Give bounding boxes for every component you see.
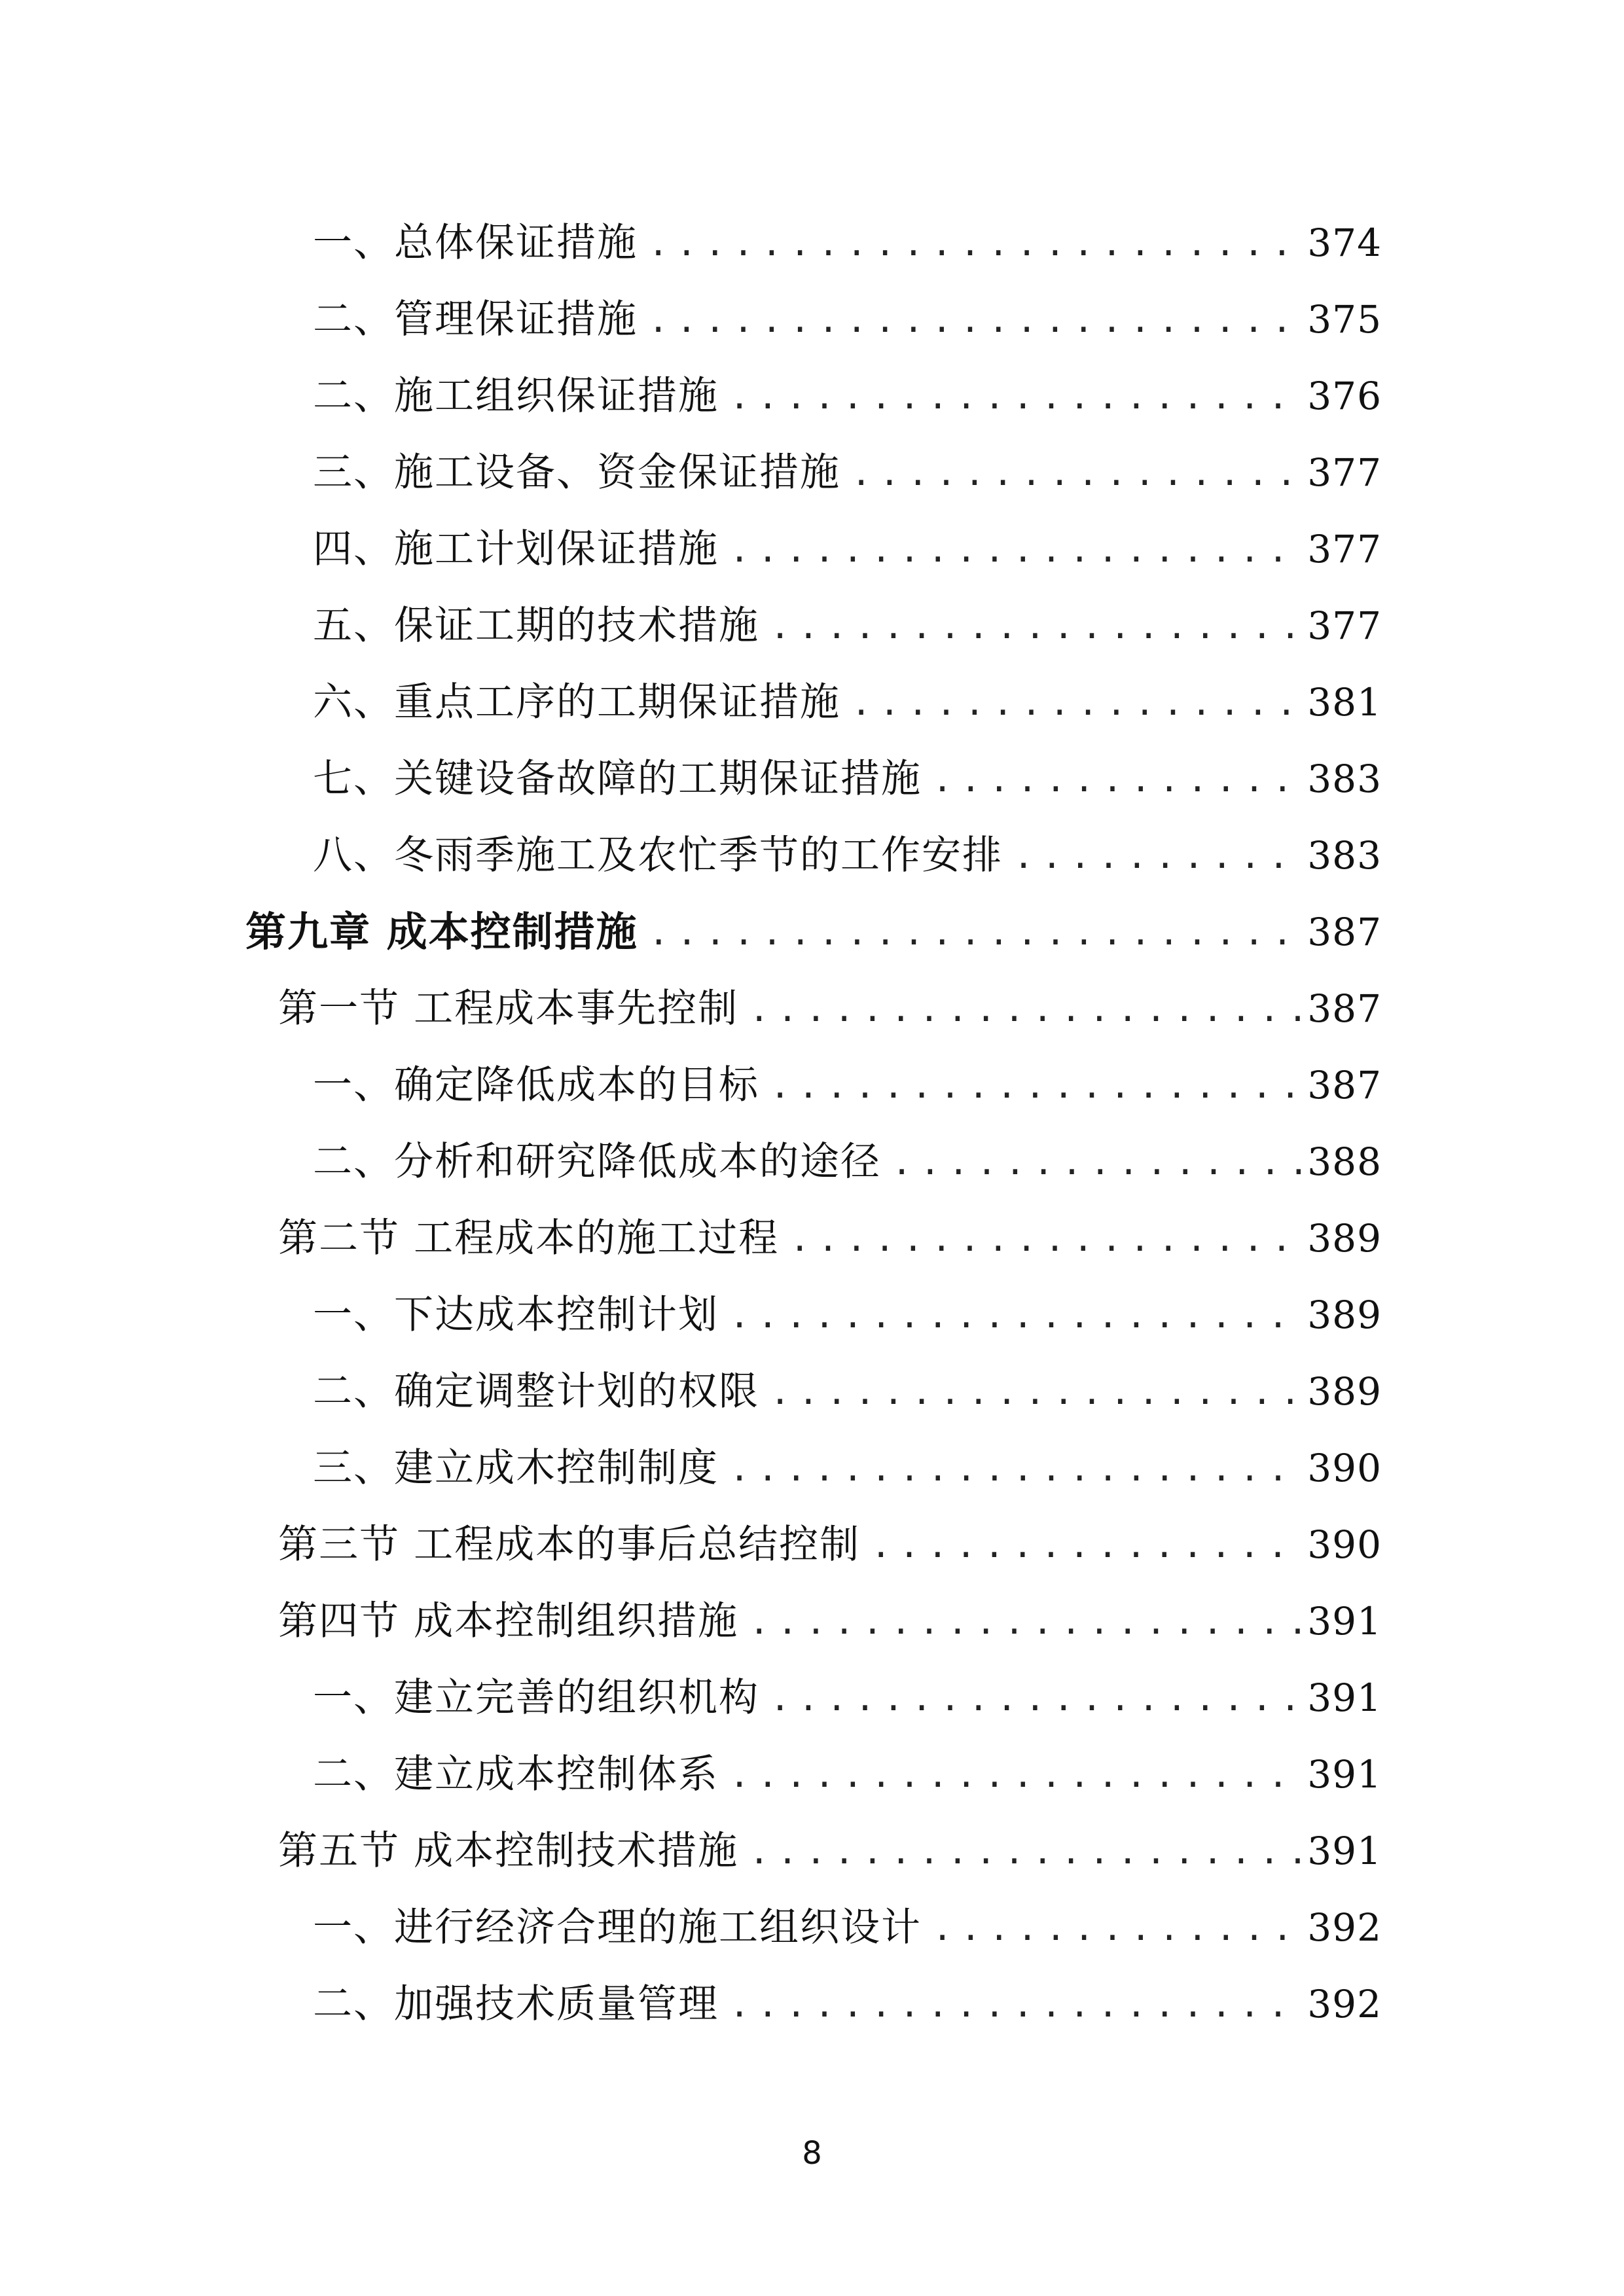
toc-chapter-entry[interactable] [0, 893, 1624, 970]
toc-section-entry[interactable] [0, 970, 1624, 1047]
toc-entry[interactable] [0, 817, 1624, 893]
toc-entry-page: 377 [1307, 450, 1382, 495]
toc-entry-title: 一、确定降低成本的目标 [313, 1062, 759, 1108]
toc-dot-leader [1013, 840, 1301, 874]
toc-entry[interactable] [0, 434, 1624, 511]
toc-entry[interactable] [0, 1429, 1624, 1506]
toc-entry-page: 392 [1307, 1981, 1382, 2026]
toc-entry[interactable] [0, 204, 1624, 281]
toc-entry-title: 二、施工组织保证措施 [313, 372, 719, 419]
toc-entry-title: 八、冬雨季施工及农忙季节的工作安排 [313, 832, 1003, 878]
toc-entry-page: 376 [1307, 373, 1382, 418]
toc-entry[interactable] [0, 357, 1624, 434]
toc-entry[interactable] [0, 740, 1624, 817]
toc-dot-leader [770, 1069, 1301, 1103]
toc-entry-title: 二、确定调整计划的权限 [313, 1368, 759, 1414]
toc-dot-leader [932, 1912, 1301, 1946]
toc-section-entry[interactable] [0, 1583, 1624, 1659]
toc-entry-page: 377 [1307, 526, 1382, 571]
toc-entry-page: 388 [1307, 1139, 1382, 1184]
toc-entry-title: 一、进行经济合理的施工组织设计 [313, 1904, 922, 1950]
toc-entry-page: 374 [1307, 220, 1382, 265]
toc-entry-title: 一、下达成本控制计划 [313, 1291, 719, 1338]
toc-dot-leader [871, 1529, 1301, 1563]
toc-entry[interactable] [0, 1047, 1624, 1123]
toc-entry-page: 389 [1307, 1369, 1382, 1414]
toc-dot-leader [648, 227, 1301, 261]
toc-entry-page: 389 [1307, 1292, 1382, 1337]
toc-dot-leader [729, 533, 1301, 567]
toc-entry-title: 五、保证工期的技术措施 [313, 602, 759, 649]
toc-entry-title: 二、建立成本控制体系 [313, 1751, 719, 1797]
toc-entry-page: 387 [1307, 1062, 1382, 1107]
toc-entry-page: 391 [1307, 1598, 1382, 1643]
toc-dot-leader [729, 1988, 1301, 2022]
toc-dot-leader [729, 1759, 1301, 1793]
toc-entry[interactable] [0, 1659, 1624, 1736]
toc-dot-leader [649, 916, 1301, 950]
toc-dot-leader [770, 610, 1301, 644]
toc-dot-leader [932, 763, 1301, 797]
toc-entry[interactable] [0, 1276, 1624, 1353]
toc-section-title: 第五节 成本控制技术措施 [278, 1827, 739, 1874]
toc-entry-title: 一、建立完善的组织机构 [313, 1674, 759, 1721]
toc-entry-title: 四、施工计划保证措施 [313, 526, 719, 572]
toc-dot-leader [749, 1835, 1301, 1869]
toc-section-title: 第二节 工程成本的施工过程 [278, 1215, 780, 1261]
toc-entry-title: 三、施工设备、资金保证措施 [313, 449, 840, 495]
toc-entry[interactable] [0, 511, 1624, 587]
toc-entry[interactable] [0, 664, 1624, 740]
table-of-contents [0, 204, 1624, 2042]
toc-section-entry[interactable] [0, 1506, 1624, 1583]
toc-entry-title: 二、管理保证措施 [313, 296, 638, 342]
toc-entry[interactable] [0, 587, 1624, 664]
toc-entry-title: 二、加强技术质量管理 [313, 1981, 719, 2027]
toc-section-title: 第四节 成本控制组织措施 [278, 1598, 739, 1644]
toc-entry-page: 391 [1307, 1675, 1382, 1720]
toc-dot-leader [729, 1452, 1301, 1486]
toc-entry-page: 375 [1307, 296, 1382, 342]
toc-chapter-title: 第九章 成本控制措施 [245, 907, 638, 956]
toc-entry-page: 383 [1307, 833, 1382, 878]
page-number: 8 [802, 2135, 822, 2172]
toc-dot-leader [749, 993, 1301, 1027]
toc-entry-page: 392 [1307, 1905, 1382, 1950]
toc-entry[interactable] [0, 1965, 1624, 2042]
toc-entry-page: 389 [1307, 1215, 1382, 1261]
toc-entry[interactable] [0, 1353, 1624, 1429]
toc-entry-page: 387 [1307, 909, 1382, 954]
toc-section-title: 第三节 工程成本的事后总结控制 [278, 1521, 861, 1568]
toc-dot-leader [648, 304, 1301, 338]
toc-dot-leader [770, 1682, 1301, 1716]
toc-entry-title: 七、关键设备故障的工期保证措施 [313, 755, 922, 802]
toc-entry-title: 六、重点工序的工期保证措施 [313, 679, 840, 725]
toc-entry-page: 383 [1307, 756, 1382, 801]
toc-entry[interactable] [0, 1889, 1624, 1965]
toc-entry-page: 381 [1307, 679, 1382, 725]
toc-entry-title: 三、建立成木控制制度 [313, 1444, 719, 1491]
toc-dot-leader [749, 1605, 1301, 1640]
toc-dot-leader [770, 1376, 1301, 1410]
toc-entry-title: 一、总体保证措施 [313, 219, 638, 266]
toc-entry-title: 二、分析和研究降低成本的途径 [313, 1138, 881, 1185]
toc-section-entry[interactable] [0, 1200, 1624, 1276]
toc-entry[interactable] [0, 1123, 1624, 1200]
toc-dot-leader [851, 457, 1301, 491]
toc-entry-page: 387 [1307, 986, 1382, 1031]
toc-entry-page: 391 [1307, 1751, 1382, 1797]
toc-entry-page: 390 [1307, 1522, 1382, 1567]
toc-dot-leader [789, 1223, 1301, 1257]
toc-dot-leader [851, 687, 1301, 721]
toc-section-entry[interactable] [0, 1812, 1624, 1889]
toc-entry-page: 390 [1307, 1445, 1382, 1490]
toc-entry-page: 377 [1307, 603, 1382, 648]
toc-dot-leader [729, 380, 1301, 414]
toc-entry[interactable] [0, 281, 1624, 357]
toc-dot-leader [729, 1299, 1301, 1333]
toc-entry[interactable] [0, 1736, 1624, 1812]
toc-dot-leader [892, 1146, 1301, 1180]
toc-section-title: 第一节 工程成本事先控制 [278, 985, 739, 1031]
toc-entry-page: 391 [1307, 1828, 1382, 1873]
